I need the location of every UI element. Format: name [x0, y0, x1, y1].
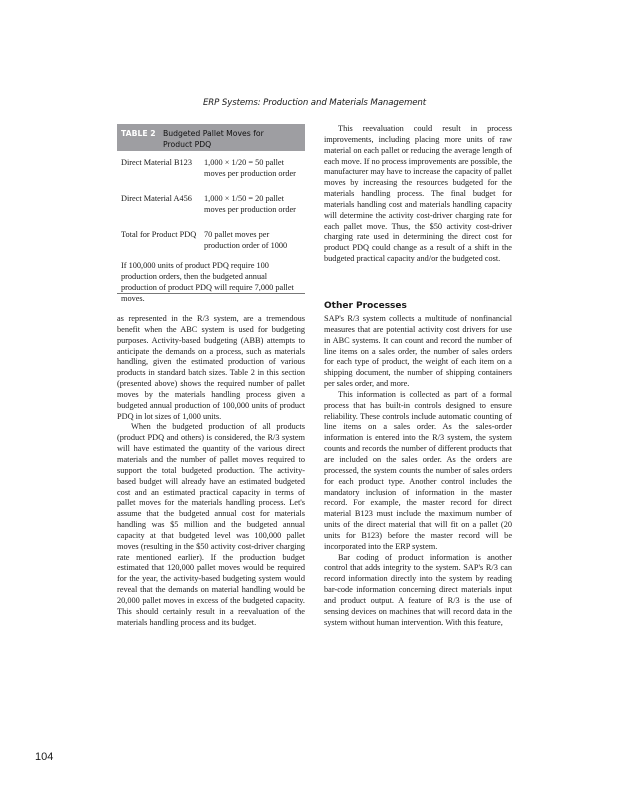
table-cell-value: 1,000 × 1/20 = 50 pallet moves per production order — [204, 158, 296, 178]
table-label: TABLE 2 — [121, 129, 156, 138]
body-paragraph: This information is collected as part of a formal process that has built-in controls designed to ensure reliability. These controls include automatic counting of line items on a sales order. As the sales-order information is entered into the R/3 system, the system counts and records the number of different products that are included on the sales order. As the orders are processed, the system counts the number of sales orders for each product type. Another control includes the mandatory inclusion of information in the master record. For example, the master record for direct material B123 must include the maximum number of units of the direct material that will fit on a pallet (20 units for B123) before the master record will be incorporated into the ERP system. — [324, 389, 512, 551]
table-cell-item: Direct Material A456 — [121, 194, 192, 203]
table-budgeted-pallet-moves — [117, 124, 305, 254]
table-divider — [117, 293, 305, 294]
body-paragraph: This reevaluation could result in process improvements, including placing more units of raw material on each pallet or reducing the average length of each move. If no process improvements are possible, the manufacturer may have to increase the capacity of pallet moves by increasing the resources budgeted for the materials handling process. The final budget for materials handling cost and materials handling capacity will determine the activity cost-driver charging rate for each pallet move. Thus, the $50 activity cost-driver charging rate used in determining the direct cost for product PDQ could change as a result of a shift in the budgeted practical capacity and/or the budgeted cost. — [324, 124, 513, 264]
page-number: 104 — [35, 751, 54, 763]
table-note: If 100,000 units of product PDQ require 100 production orders, then the budgeted annual production of product PDQ will require 7,000 pallet moves. — [121, 261, 294, 303]
body-paragraph: SAP's R/3 system collects a multitude of nonfinancial measures that are potential activity cost drivers for use in ABC systems. It can count and record the number of line items on a sales order, the number of sales orders for each type of product, the weight of each item on a shipping document, the number of shipping containers per sales order, and more. — [324, 314, 512, 389]
table-row — [117, 230, 305, 254]
table-cell-value: 70 pallet moves per production order of 1000 — [204, 230, 288, 250]
section-heading-other-processes: Other Processes — [324, 301, 407, 311]
table-row — [117, 158, 305, 194]
table-cell-value: 1,000 × 1/50 = 20 pallet moves per production order — [204, 194, 296, 214]
right-column-bottom — [324, 314, 512, 628]
table-cell-item: Direct Material B123 — [121, 158, 192, 167]
left-column — [117, 314, 305, 628]
body-paragraph: When the budgeted production of all products (product PDQ and others) is considered, the R/3 system will have estimated the quantity of the various direct materials and the number of pallet moves required to support the total budgeted production. The activity-based budget will already have an estimated budgeted cost and an estimated practical capacity in terms of pallet moves for the materials handling process. Let's assume that the budgeted annual cost for materials handling was $5 million and the budgeted annual capacity at that budgeted level was 100,000 pallet moves (resulting in the $50 activity cost-driver charging rate mentioned earlier). If the production budget estimated that 120,000 pallet moves would be required for the year, the activity-based budgeting system would reveal that the demands on material handling would be 20,000 pallet moves in excess of the budgeted capacity. This should certainly result in a reevaluation of the materials handling process and its budget. — [117, 422, 305, 627]
right-column-top — [324, 124, 512, 265]
table-title: Budgeted Pallet Moves for Product PDQ — [163, 129, 264, 149]
table-header — [117, 124, 305, 151]
body-paragraph: Bar coding of product information is another control that adds integrity to the system. SAP's R/3 can record information directly into the system by reading bar-code information concerning direct materials input and product output. A feature of R/3 is the use of sensing devices on machines that will record data in the system without human intervention. With this feature, — [324, 552, 512, 627]
running-header: ERP Systems: Production and Materials Management — [202, 98, 427, 108]
table-row — [117, 194, 305, 230]
table-cell-item: Total for Product PDQ — [121, 230, 197, 239]
body-paragraph: as represented in the R/3 system, are a tremendous benefit when the ABC system is used for budgeting purposes. Activity-based budgeting (ABB) attempts to anticipate the demands on a process, such as materials handling, given the estimated production of various products in standard batch sizes. Table 2 in this section (presented above) shows the required number of pallet moves by the materials handling process given a budgeted annual production of 100,000 units of product PDQ in lot sizes of 1,000 units. — [117, 314, 305, 421]
